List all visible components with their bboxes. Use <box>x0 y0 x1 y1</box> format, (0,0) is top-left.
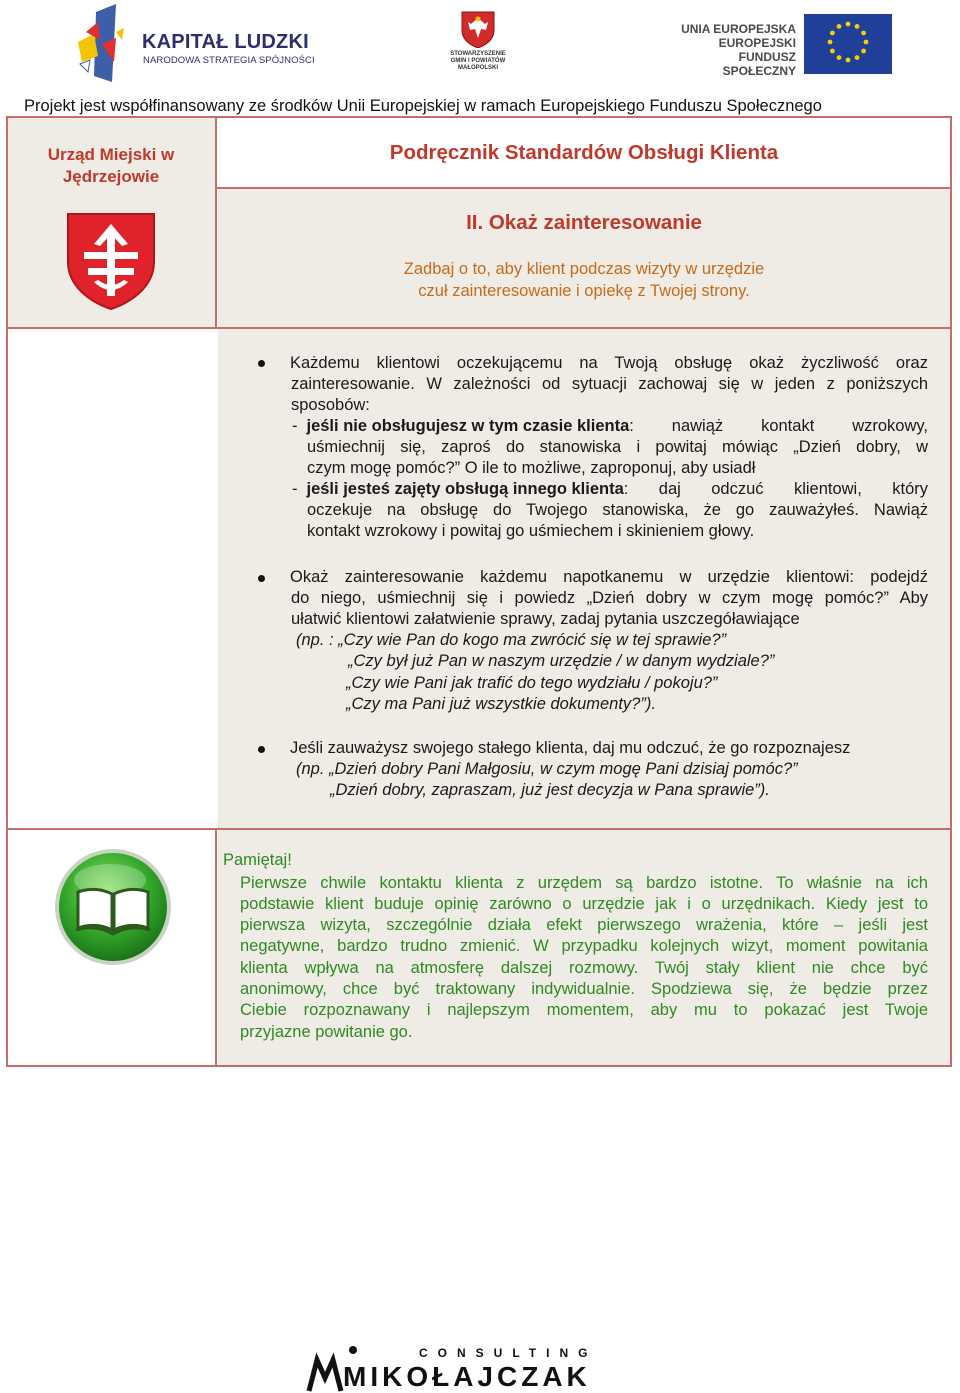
association-text-line-3: MAŁOPOLSKI <box>458 65 498 71</box>
bullet-2-line-3: ułatwić klientowi załatwienie sprawy, zadaj pytania uszczegóławiające <box>291 610 800 628</box>
remember-line-3: pierwsza wizyta, szczególnie działa efekt pierwszego wrażenia, które – jeśli jest <box>240 916 928 934</box>
frame-right-border <box>950 116 952 1067</box>
bullet-2-question-1: (np. : „Czy wie Pan do kogo ma zwrócić się w tej sprawie?” <box>296 631 727 649</box>
remember-line-4: negatywne, bardzo trudno zmienić. W przypadku kolejnych wizyt, moment powitania <box>240 937 928 955</box>
consulting-logo-top: CONSULTING <box>419 1346 598 1360</box>
eu-logo <box>670 14 894 78</box>
frame-divider-bottom <box>215 828 217 1067</box>
frame-body-separator <box>6 828 952 830</box>
section-subtitle <box>218 258 950 302</box>
remember-line-7: Ciebie rozpoznawany i najlepszym momentem, aby mu to pokazać jest Twoje <box>240 1001 928 1019</box>
association-text-line-2: GMIN I POWIATÓW <box>450 58 506 64</box>
consulting-person-head-icon <box>349 1346 357 1354</box>
frame-left-border <box>6 116 8 1067</box>
eu-flag-icon <box>804 14 892 74</box>
bullet-1-dash-2-line-2: oczekuje na obsługę do Twojego stanowiska, że go zauważyłeś. Nawiąż <box>307 501 928 519</box>
office-name-line-1: Urząd Miejski w <box>47 145 175 164</box>
kapital-ludzki-subtitle: NARODOWA STRATEGIA SPÓJNOŚCI <box>143 55 315 66</box>
frame-title-separator <box>216 187 952 189</box>
bullet-3-example-1: (np. „Dzień dobry Pani Małgosiu, w czym mogę Pani dzisiaj pomóc?” <box>296 760 798 778</box>
association-logo <box>440 10 516 74</box>
remember-line-8: przyjazne powitanie go. <box>240 1023 413 1041</box>
bullet-2-question-3: „Czy wie Pani jak trafić do tego wydziału / pokoju?” <box>346 674 718 692</box>
bullet-1-dash-1-line-3: czym mogę pomóc?” O ile to możliwe, zaproponuj, aby usiadł <box>307 459 756 477</box>
project-funding-line: Projekt jest współfinansowany ze środków Unii Europejskiej w ramach Europejskiego Funduszu Społecznego <box>24 97 822 115</box>
association-eagle-crest-icon <box>460 10 496 48</box>
office-name <box>30 144 192 188</box>
bullet-dot-2 <box>258 575 265 582</box>
association-text-line-1: STOWARZYSZENIE <box>450 51 506 57</box>
kapital-ludzki-logo <box>76 4 326 82</box>
office-name-line-2: Jędrzejowie <box>62 167 160 186</box>
eu-text-line-1: UNIA EUROPEJSKA <box>681 22 796 36</box>
dash-2-bold: jeśli jesteś zajęty obsługą innego klienta <box>306 480 624 498</box>
bullet-2-line-1: Okaż zainteresowanie każdemu napotkanemu w urzędzie klientowi: podejdź <box>290 568 928 586</box>
bullet-1-dash-2-line-3: kontakt wzrokowy i powitaj go uśmiechem i skinieniem głowy. <box>307 522 755 540</box>
consulting-logo-main: MIKOŁAJCZAK <box>343 1361 591 1392</box>
kapital-ludzki-emblem-icon <box>76 4 140 82</box>
bullet-1-dash-1-line-2: uśmiechnij się, zaproś do stanowiska i powitaj mówiąc „Dzień dobry, w <box>307 438 928 456</box>
bullet-1-line-2: zainteresowanie. W zależności od sytuacji zachowaj się w jeden z poniższych <box>291 375 928 393</box>
bullet-1-line-3: sposobów: <box>291 396 370 414</box>
bullet-1-dash-2 <box>292 479 928 500</box>
association-text <box>440 51 516 72</box>
frame-bottom-border <box>6 1065 952 1067</box>
remember-label: Pamiętaj! <box>223 851 292 869</box>
dash-1-rest: : nawiąż kontakt wzrokowy, <box>629 417 928 435</box>
frame-header-separator <box>6 327 952 329</box>
remember-line-5: klienta wpływa na atmosferę dalszej rozmowy. Twój stały klient nie chce być <box>240 959 928 977</box>
dash-2: - <box>292 480 298 498</box>
dash-2-rest: : daj odczuć klientowi, który <box>623 480 928 498</box>
remember-line-1: Pierwsze chwile kontaktu klienta z urzędem są bardzo istotne. To właśnie na ich <box>240 874 928 892</box>
bullet-3-example-2: „Dzień dobry, zapraszam, już jest decyzja w Pana sprawie”). <box>330 781 770 799</box>
frame-divider-top <box>215 116 217 329</box>
bullet-2-question-2: „Czy był już Pan w naszym urzędzie / w danym wydziale?” <box>348 652 775 670</box>
section-subtitle-line-2: czuł zainteresowanie i opiekę z Twojej strony. <box>418 282 750 300</box>
consulting-person-icon <box>305 1346 345 1392</box>
bullet-2-question-4: „Czy ma Pani już wszystkie dokumenty?”). <box>346 695 656 713</box>
bullet-2-line-2: do niego, uśmiechnij się i powiedz „Dzień dobry w czym mogę pomóc?” Aby <box>291 589 928 607</box>
dash-1-bold: jeśli nie obsługujesz w tym czasie klienta <box>306 417 630 435</box>
eu-text <box>672 22 796 78</box>
section-subtitle-line-1: Zadbaj o to, aby klient podczas wizyty w urzędzie <box>403 260 765 278</box>
bullet-dot-1 <box>258 360 265 367</box>
kapital-ludzki-title: KAPITAŁ LUDZKI <box>142 31 309 53</box>
dash-1: - <box>292 417 298 435</box>
bullet-3-line-1: Jeśli zauważysz swojego stałego klienta, daj mu odczuć, że go rozpoznajesz <box>290 739 851 757</box>
eu-text-line-2: EUROPEJSKI <box>718 36 796 50</box>
remember-line-6: anonimowy, chce być traktowany indywidualnie. Spodziewa się, że będzie przez <box>240 980 928 998</box>
jedrzejow-crest-icon <box>64 210 158 310</box>
remember-line-2: podstawie klient buduje opinię zarówno o urzędzie jak i o urzędnikach. Kiedy jest to <box>240 895 928 913</box>
handbook-title: Podręcznik Standardów Obsługi Klienta <box>389 141 779 164</box>
frame-top-border <box>6 116 952 118</box>
bullet-dot-3 <box>258 746 265 753</box>
eu-text-line-3: FUNDUSZ SPOŁECZNY <box>722 50 796 78</box>
bullet-1-line-1: Każdemu klientowi oczekującemu na Twoją obsługę okaż życzliwość oraz <box>290 354 928 372</box>
book-icon <box>52 846 174 968</box>
consulting-logo <box>305 1346 635 1392</box>
section-title: II. Okaż zainteresowanie <box>466 211 702 234</box>
bullet-1-dash-1 <box>292 416 928 437</box>
